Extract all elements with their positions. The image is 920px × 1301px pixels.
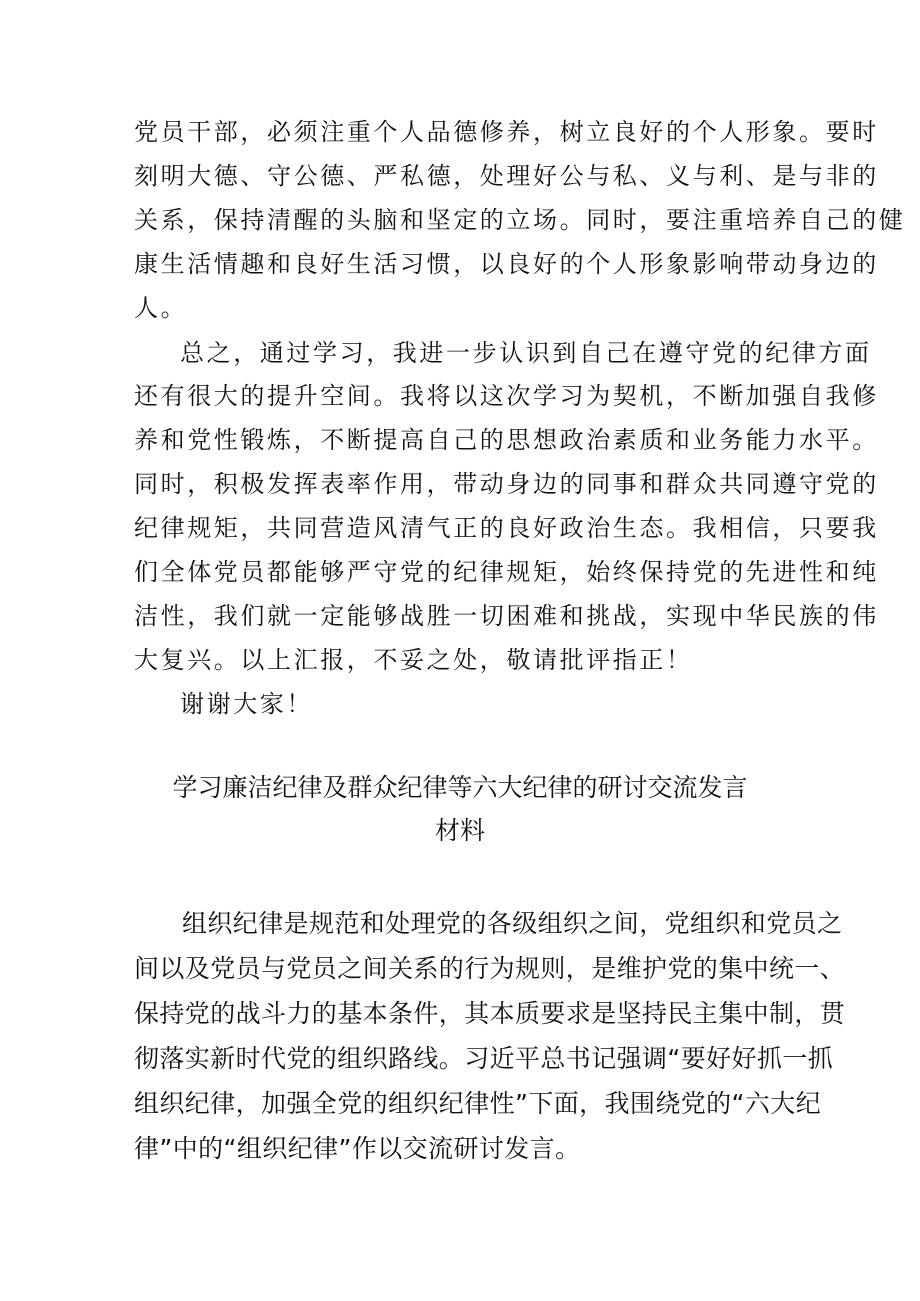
paragraph-line: 同时，积极发挥表率作用，带动身边的同事和群众共同遵守党的 [134, 470, 879, 498]
paragraph-line: 组织纪律，加强全党的组织纪律性”下面，我围绕党的“六大纪 [134, 1089, 822, 1118]
paragraph-line: 大复兴。以上汇报，不妥之处，敬请批评指正！ [134, 646, 693, 674]
paragraph-line: 彻落实新时代党的组织路线。习近平总书记强调“要好好抓一抓 [134, 1044, 834, 1073]
paragraph-line: 刻明大德、守公德、严私德，处理好公与私、义与利、是与非的 [134, 162, 879, 190]
paragraph-line: 养和党性锻炼，不断提高自己的思想政治素质和业务能力水平。 [134, 426, 879, 454]
paragraph-line: 律”中的“组织纪律”作以交流研讨发言。 [134, 1134, 581, 1163]
paragraph-line: 保持党的战斗力的基本条件，其本质要求是坚持民主集中制，贯 [134, 999, 846, 1028]
paragraph-line: 纪律规矩，共同营造风清气正的良好政治生态。我相信，只要我 [134, 514, 879, 542]
article-title-line-2: 材料 [434, 816, 485, 845]
article-title-line-1: 学习廉洁纪律及群众纪律等六大纪律的研讨交流发言 [172, 773, 748, 802]
closing-text: 谢谢大家！ [180, 690, 313, 718]
paragraph-line: 人。 [134, 294, 188, 322]
paragraph-line: 还有很大的提升空间。我将以这次学习为契机，不断加强自我修 [134, 382, 879, 410]
paragraph-line: 党员干部，必须注重个人品德修养，树立良好的个人形象。要时 [134, 118, 879, 146]
paragraph-line: 康生活情趣和良好生活习惯，以良好的个人形象影响带动身边的 [134, 250, 879, 278]
paragraph-line: 总之，通过学习，我进一步认识到自己在遵守党的纪律方面 [180, 339, 872, 367]
paragraph-line: 们全体党员都能够严守党的纪律规矩，始终保持党的先进性和纯 [134, 558, 879, 586]
paragraph-line: 关系，保持清醒的头脑和坚定的立场。同时，要注重培养自己的健 [134, 206, 906, 234]
paragraph-line: 间以及党员与党员之间关系的行为规则，是维护党的集中统一、 [134, 954, 846, 983]
paragraph-line: 组织纪律是规范和处理党的各级组织之间，党组织和党员之 [182, 909, 843, 938]
paragraph-line: 洁性，我们就一定能够战胜一切困难和挑战，实现中华民族的伟 [134, 602, 879, 630]
